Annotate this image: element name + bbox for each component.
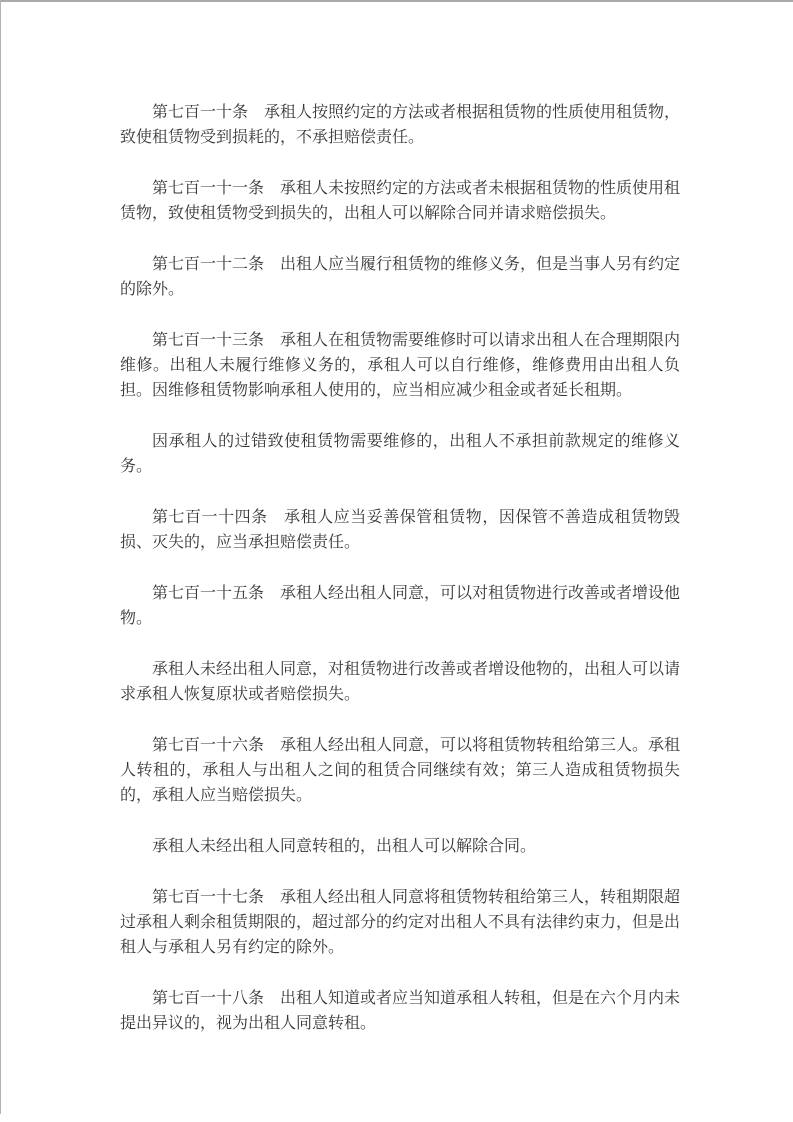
article-715-paragraph-2: 承租人未经出租人同意，对租赁物进行改善或者增设他物的，出租人可以请求承租人恢复原状或者赔偿损失。: [120, 661, 681, 703]
article-714-paragraph: 第七百一十四条 承租人应当妥善保管租赁物，因保管不善造成租赁物毁损、灭失的，应当承担赔偿责任。: [120, 509, 680, 551]
article-712-paragraph: 第七百一十二条 出租人应当履行租赁物的维修义务，但是当事人另有约定的除外。: [120, 256, 681, 298]
article-715-paragraph-1: 第七百一十五条 承租人经出租人同意，可以对租赁物进行改善或者增设他物。: [120, 585, 681, 627]
page-top-edge-line: [0, 0, 793, 2]
article-716-paragraph-2: 承租人未经出租人同意转租的，出租人可以解除合同。: [152, 838, 537, 855]
document-body: [120, 100, 680, 1036]
article-718-paragraph: 第七百一十八条 出租人知道或者应当知道承租人转租，但是在六个月内未提出异议的，视为出租人同意转租。: [120, 990, 681, 1032]
article-716-paragraph-1: 第七百一十六条 承租人经出租人同意，可以将租赁物转租给第三人。承租人转租的，承租人与出租人之间的租赁合同继续有效；第三人造成租赁物损失的，承租人应当赔偿损失。: [120, 737, 681, 804]
page-left-edge-line: [0, 0, 1, 1114]
article-710-paragraph: 第七百一十条 承租人按照约定的方法或者根据租赁物的性质使用租赁物，致使租赁物受到损耗的，不承担赔偿责任。: [120, 104, 681, 146]
article-711-paragraph: 第七百一十一条 承租人未按照约定的方法或者未根据租赁物的性质使用租赁物，致使租赁物受到损失的，出租人可以解除合同并请求赔偿损失。: [120, 180, 681, 222]
article-713-paragraph-1: 第七百一十三条 承租人在租赁物需要维修时可以请求出租人在合理期限内维修。出租人未履行维修义务的，承租人可以自行维修，维修费用由出租人负担。因维修租赁物影响承租人使用的，应当相应减少租金或者延长租期。: [120, 332, 681, 399]
article-717-paragraph: 第七百一十七条 承租人经出租人同意将租赁物转租给第三人，转租期限超过承租人剩余租赁期限的，超过部分的约定对出租人不具有法律约束力，但是出租人与承租人另有约定的除外。: [120, 889, 681, 956]
article-713-paragraph-2: 因承租人的过错致使租赁物需要维修的，出租人不承担前款规定的维修义务。: [120, 433, 680, 475]
